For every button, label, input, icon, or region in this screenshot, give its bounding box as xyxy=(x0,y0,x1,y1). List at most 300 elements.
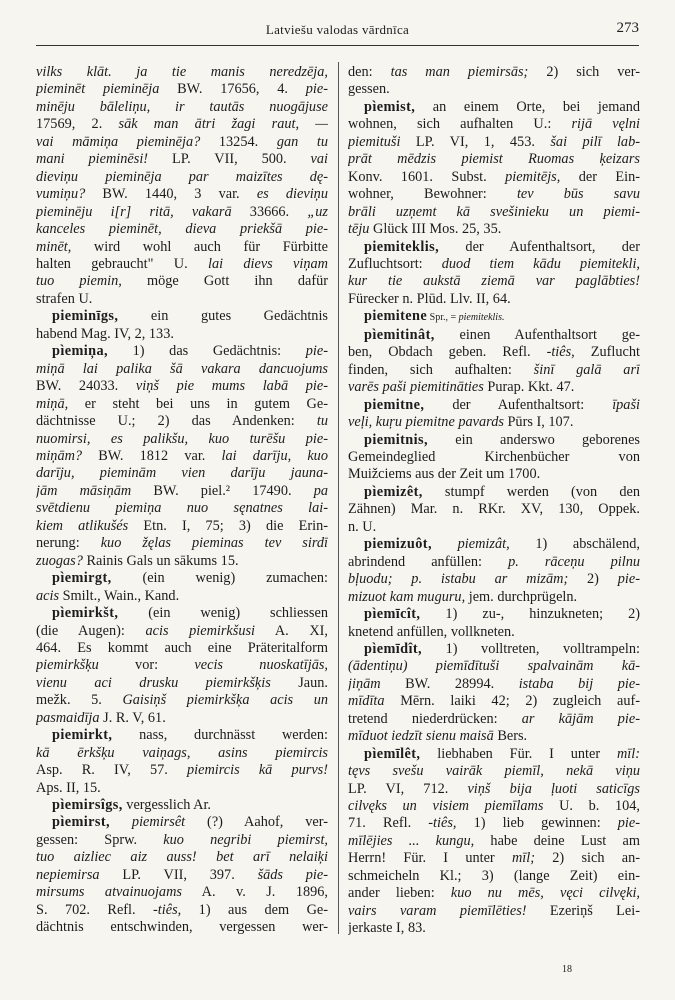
gloss-text: Ezeriņš Lei- xyxy=(526,902,640,919)
headword: piemitnis, xyxy=(364,431,428,448)
text-line xyxy=(348,484,640,501)
text-line xyxy=(36,221,328,238)
gloss-text: A. XI, xyxy=(255,622,328,639)
text-line xyxy=(36,849,328,866)
gloss-text: Purap. Kkt. 47. xyxy=(483,379,575,396)
example-text: miņā, xyxy=(36,395,69,412)
example-text: gan tu xyxy=(276,133,328,150)
headword: pìemirkšt, xyxy=(52,605,119,622)
gloss-text: BW. 1440, 3 var. xyxy=(85,186,257,203)
example-text: minēt, xyxy=(36,238,72,255)
example-text: Gaisiņš piemirkšķa acis un xyxy=(122,692,328,709)
gloss-text: strafen U. xyxy=(36,290,93,307)
example-text: mīduot iedzīt sienu maisā xyxy=(348,728,494,745)
gloss-text: Bers. xyxy=(493,728,528,745)
text-line xyxy=(36,361,328,378)
gloss-text: BW. 1812 var. xyxy=(82,447,222,464)
text-line xyxy=(36,500,328,517)
text-line xyxy=(348,169,640,186)
text-line xyxy=(36,116,328,133)
text-line xyxy=(348,186,640,203)
text-line xyxy=(36,448,328,465)
gloss-text: den: xyxy=(348,64,391,80)
text-line xyxy=(348,501,640,518)
example-text: vairs varam piemīlēties! xyxy=(348,902,527,919)
text-line xyxy=(36,99,328,116)
signature-mark: 18 xyxy=(562,964,572,975)
example-text: kanceles pieminēt, dieva priekšā pie- xyxy=(36,221,328,238)
gloss-text: an einem Orte, bei jemand xyxy=(415,98,640,115)
example-text: -tiês, xyxy=(153,901,182,918)
gloss-text: schmeicheln Kl.; 3) (lange Zeit) ein- xyxy=(348,867,640,884)
gloss-text: Pūrs I, 107. xyxy=(503,414,574,431)
gloss-text: dächtnisse U.; 2) das Andenken: xyxy=(36,413,317,430)
example-text: acis piemirkšusi xyxy=(145,622,256,639)
gloss-text: 464. Es kommt auch eine Präteritalform xyxy=(36,639,328,656)
text-line xyxy=(348,728,640,745)
example-text: šai pilī lab- xyxy=(550,133,640,150)
text-line xyxy=(348,641,640,658)
text-line xyxy=(348,798,640,815)
example-text: tēju xyxy=(348,221,370,238)
gloss-text: er steht bei uns in gutem Ge- xyxy=(68,395,328,412)
gloss-text: 1) lieb gewinnen: xyxy=(456,815,618,832)
headword: pìemizêt, xyxy=(364,483,423,500)
text-line xyxy=(348,344,640,361)
example-text: piemitējs, xyxy=(505,168,561,185)
example-text: „uz xyxy=(307,203,328,220)
example-text: mizuot kam muguru, xyxy=(348,588,466,605)
text-line xyxy=(348,624,640,641)
text-line xyxy=(348,606,640,623)
text-line xyxy=(36,256,328,273)
gloss-text: tretend niederdrücken: xyxy=(348,710,522,727)
example-text: miņām? xyxy=(36,447,83,464)
text-line xyxy=(348,308,640,326)
example-text: acis xyxy=(36,587,60,604)
example-text: kā ērkšķu vaiņags, asins piemircis xyxy=(36,744,328,761)
gloss-text xyxy=(110,814,132,830)
gloss-text: Rainis Gals un sākums 15. xyxy=(82,552,239,569)
example-text: tu xyxy=(316,413,328,430)
text-line xyxy=(36,657,328,674)
text-line xyxy=(36,535,328,552)
text-line xyxy=(348,868,640,885)
headword: pìemirst, xyxy=(52,814,110,831)
example-text: kuo žęlas pieminas tev sirdī xyxy=(100,535,328,552)
text-line xyxy=(348,589,640,606)
example-text: vienu aci drusku piemirkšķis xyxy=(36,674,271,691)
example-text: piemirkšķu xyxy=(36,657,99,674)
gloss-text: 2) xyxy=(568,571,618,588)
gloss-text: habend Mag. IV, 2, 133. xyxy=(36,325,174,342)
example-text: mani pieminēsi! xyxy=(36,151,149,168)
text-line xyxy=(36,483,328,500)
headword: pìemist, xyxy=(364,98,416,115)
text-line xyxy=(36,81,328,98)
text-line xyxy=(348,903,640,920)
note-text: piemiteklis. xyxy=(458,312,505,324)
text-line xyxy=(36,605,328,622)
example-text: piemirsêt xyxy=(131,814,186,831)
headword: pìemīcît, xyxy=(364,606,421,623)
example-text: minēju bāleliņu, ir tautās nuogājuse xyxy=(36,98,328,115)
text-line xyxy=(36,867,328,884)
gloss-text: ein gutes Gedächtnis xyxy=(118,308,328,325)
text-line xyxy=(348,432,640,449)
text-line xyxy=(36,326,328,343)
gloss-text: ben, Obdach geben. Refl. xyxy=(348,344,547,361)
text-line xyxy=(36,640,328,657)
example-text: p. rāceņu pilnu xyxy=(508,553,640,570)
text-line xyxy=(36,308,328,325)
example-text: ar kājām pie- xyxy=(521,710,640,727)
headword: pìemiņa, xyxy=(52,343,109,360)
headword: piemirkt, xyxy=(52,727,113,744)
gloss-text: S. 702. Refl. xyxy=(36,901,154,918)
gloss-text: ein anderswo geborenes xyxy=(427,431,640,448)
gloss-text: 1) zu-, hinzukneten; 2) xyxy=(420,606,640,623)
text-line xyxy=(348,466,640,483)
headword: pìemitinât, xyxy=(364,326,435,343)
gloss-text: Jaun. xyxy=(270,674,328,691)
gloss-text: finden, sich aufhalten: xyxy=(348,361,534,378)
text-line xyxy=(348,815,640,832)
gloss-text: LP. VII, 397. xyxy=(99,866,258,883)
text-line xyxy=(36,902,328,919)
gloss-text: U. b. 104, xyxy=(543,798,640,815)
example-text: šinī galā arī xyxy=(533,361,640,378)
example-text: tuo piemin, xyxy=(36,273,122,290)
example-text: kuo nu mēs, vęci cilvęki, xyxy=(450,885,640,902)
gloss-text: 33666. xyxy=(231,203,308,220)
text-line xyxy=(36,553,328,570)
text-line xyxy=(36,134,328,151)
example-text: sāk man ātri žagi raut, — xyxy=(118,116,328,133)
example-text: varēs paši piemitināties xyxy=(348,379,484,396)
example-text: pie- xyxy=(617,815,640,832)
gloss-text: (ein wenig) zumachen: xyxy=(111,570,328,587)
example-text: šāds pie- xyxy=(257,866,328,883)
text-line xyxy=(348,291,640,308)
text-line xyxy=(36,814,328,831)
text-line xyxy=(348,134,640,151)
example-text: piemituši xyxy=(348,133,401,150)
running-title: Latviešu valodas vārdnīca xyxy=(265,22,410,37)
gloss-text: 1) das Gedächtnis: xyxy=(108,343,306,360)
gloss-text: vor: xyxy=(98,657,195,674)
text-line xyxy=(348,536,640,553)
example-text: svētdienu piemiņa nuo sęnatnes lai- xyxy=(36,500,328,517)
text-line xyxy=(36,518,328,535)
example-text: pie- xyxy=(305,343,328,360)
text-line xyxy=(348,81,640,98)
text-line xyxy=(348,571,640,588)
example-text: pa xyxy=(313,482,328,499)
text-line xyxy=(348,273,640,290)
example-text: tuo aizliec aiz auss! bet arī nelaiķi xyxy=(36,849,328,866)
example-text: piemizât, xyxy=(457,536,510,553)
gloss-text: wohner, Bewohner: xyxy=(348,186,517,203)
gloss-text: A. v. J. 1896, xyxy=(181,884,328,901)
example-text: brāli uzņemt kā svešinieku un piemi- xyxy=(348,203,640,220)
text-line xyxy=(36,884,328,901)
example-text: kur tie aukstā ziemā var paglābties! xyxy=(348,273,640,290)
gloss-text: möge Gott ihn dafür xyxy=(121,273,328,290)
text-line xyxy=(36,465,328,482)
headword: pìemīdît, xyxy=(364,640,423,657)
text-line xyxy=(348,711,640,728)
gloss-text: LP. VI, 712. xyxy=(348,780,468,797)
headword: piemitne, xyxy=(364,396,425,413)
gloss-text: 1) aus dem Ge- xyxy=(181,901,328,918)
page-number: 273 xyxy=(616,20,639,36)
text-line xyxy=(348,449,640,466)
example-text: darīju, pieminām vien darīju jauna- xyxy=(36,465,328,482)
gloss-text: Fürecker n. Plūd. Llv. II, 64. xyxy=(348,290,511,307)
example-text: rijā vęlni xyxy=(571,116,640,133)
text-line xyxy=(348,379,640,396)
example-text: vecis nuoskatījās, xyxy=(194,657,328,674)
example-text: jām māsiņām xyxy=(36,482,132,499)
text-line xyxy=(348,221,640,238)
example-text: mīdīta xyxy=(348,693,385,710)
gloss-text: liebhaben Für. I unter xyxy=(420,745,617,762)
text-line xyxy=(348,204,640,221)
example-text: dieviņu pieminēja par maizītes dę- xyxy=(36,168,328,185)
gloss-text: der Aufenthaltsort: xyxy=(424,396,613,413)
gloss-text: Konv. 1601. Subst. xyxy=(348,168,506,185)
example-text: duod tiem kādu piemitekli, xyxy=(441,255,640,272)
text-line xyxy=(36,151,328,168)
example-text: vai xyxy=(310,151,328,168)
example-text: pieminēt pieminēja xyxy=(36,81,160,98)
text-line xyxy=(348,781,640,798)
text-line xyxy=(36,204,328,221)
headword: pieminīgs, xyxy=(52,308,119,325)
text-line xyxy=(348,920,640,937)
gloss-text: n. U. xyxy=(348,518,377,535)
example-text: (ādentiņu) piemīdītuši spalvainām kā- xyxy=(348,658,640,675)
text-line xyxy=(348,99,640,116)
example-text: lai dievs viņam xyxy=(207,255,328,272)
gloss-text: Herrn! Für. I unter xyxy=(348,850,512,867)
example-text: lai darīju, kuo xyxy=(221,447,328,464)
example-text: mīl; xyxy=(511,850,535,867)
text-line xyxy=(348,239,640,256)
text-line xyxy=(36,623,328,640)
column-divider xyxy=(338,62,339,934)
example-text: miņā lai palika šā vakara dancuojums xyxy=(36,360,328,377)
example-text: istaba bij pie- xyxy=(518,675,640,692)
example-text: mīlējies ... kungu, xyxy=(348,832,475,849)
text-line xyxy=(348,554,640,571)
gloss-text: Mērn. laiki 42; 2) zugleich auf- xyxy=(384,693,640,710)
gloss-text: mežk. 5. xyxy=(36,692,123,709)
text-line xyxy=(36,186,328,203)
example-text: vai māmiņa pieminēja? xyxy=(36,133,201,150)
text-line xyxy=(36,727,328,744)
example-text: kuo negribi piemirst, xyxy=(163,831,328,848)
example-text: mirsums atvainuojams xyxy=(36,884,182,901)
text-line xyxy=(36,64,328,81)
text-line xyxy=(348,64,640,81)
gloss-text: vergesslich Ar. xyxy=(122,797,212,814)
gloss-text: gessen. xyxy=(348,81,390,98)
text-line xyxy=(36,413,328,430)
text-line xyxy=(348,833,640,850)
headword: piemizuôt, xyxy=(364,536,432,553)
example-text: pie- xyxy=(305,81,328,98)
text-line xyxy=(36,762,328,779)
gloss-text: (?) Aahof, ver- xyxy=(185,814,328,831)
example-text: cilvęks un visiem piemīlams xyxy=(348,798,544,815)
text-line xyxy=(36,431,328,448)
gloss-text: einen Aufenthaltsort ge- xyxy=(434,326,640,343)
gloss-text: der Ein- xyxy=(560,168,640,185)
gloss-text: Glück III Mos. 25, 35. xyxy=(369,221,502,238)
example-text: īpaši xyxy=(612,396,640,413)
note-text: Spr., = xyxy=(427,312,459,324)
example-text: bļuodu; p. istabu ar mizām; xyxy=(348,571,569,588)
gloss-text: stumpf werden (von den xyxy=(422,483,640,500)
gloss-text: knetend anfüllen, vollkneten. xyxy=(348,623,515,640)
gloss-text: 71. Refl. xyxy=(348,815,429,832)
gloss-text: Etn. I, 75; 3) die Erin- xyxy=(128,517,328,534)
example-text: mīl: xyxy=(616,745,640,762)
text-line xyxy=(36,343,328,360)
gloss-text: Zuflucht xyxy=(574,344,640,361)
gloss-text: wird wohl auch für Fürbitte xyxy=(71,238,328,255)
example-text: veļi, kuŗu piemitne pavards xyxy=(348,414,504,431)
text-line xyxy=(36,588,328,605)
example-text: pasmaidīja xyxy=(36,709,100,726)
gloss-text: BW. 24033. xyxy=(36,378,136,395)
example-text: zuogas? xyxy=(36,552,83,569)
gloss-text xyxy=(432,536,458,552)
gloss-text: 1) volltreten, volltrampeln: xyxy=(422,640,640,657)
text-line xyxy=(36,745,328,762)
example-text: kiem atlikušés xyxy=(36,517,129,534)
gloss-text: LP. VII, 500. xyxy=(148,151,311,168)
gloss-text: der Aufenthaltsort, der xyxy=(439,238,640,255)
gloss-text: nerung: xyxy=(36,535,101,552)
text-line xyxy=(36,291,328,308)
gloss-text: Gemeindeglied Kirchenbücher von xyxy=(348,448,640,465)
text-line xyxy=(36,169,328,186)
text-line xyxy=(348,519,640,536)
example-text: es dieviņu xyxy=(256,186,328,203)
gloss-text: BW. piel.² 17490. xyxy=(131,482,314,499)
example-text: pieminēju i[r] ritā, vakarā xyxy=(36,203,232,220)
example-text: prāt mēdzis piemist Ruomas ķeizars xyxy=(348,151,640,168)
text-line xyxy=(348,327,640,344)
example-text: tev būs savu xyxy=(516,186,640,203)
text-line xyxy=(348,746,640,763)
text-line xyxy=(348,658,640,675)
gloss-text: 1) abschälend, xyxy=(509,536,640,553)
text-line xyxy=(348,397,640,414)
example-text: piemircis kā purvs! xyxy=(187,762,328,779)
text-line xyxy=(36,832,328,849)
right-column xyxy=(348,64,640,938)
gloss-text: Zähnen) Mar. n. RKr. XV, 130, Oppek. xyxy=(348,501,640,518)
headword: pìemirsîgs, xyxy=(52,797,123,814)
text-line xyxy=(348,116,640,133)
running-header xyxy=(36,18,639,42)
gloss-text: BW. 17656, 4. xyxy=(159,81,306,98)
header-rule xyxy=(36,45,639,46)
example-text: tas man piemirsās; xyxy=(390,64,529,80)
text-line xyxy=(36,675,328,692)
gloss-text: nass, durchnässt werden: xyxy=(112,727,328,744)
gloss-text: (die Augen): xyxy=(36,622,146,639)
text-line xyxy=(36,780,328,797)
text-line xyxy=(36,919,328,936)
gloss-text: Aps. II, 15. xyxy=(36,779,101,796)
gloss-text: jerkaste I, 83. xyxy=(348,920,426,937)
text-line xyxy=(36,797,328,814)
example-text: tęvs svešu vairāk piemīl, nekā viņu xyxy=(348,763,640,780)
text-line xyxy=(348,256,640,273)
text-line xyxy=(36,692,328,709)
gloss-text: 2) sich an- xyxy=(535,850,640,867)
text-line xyxy=(36,396,328,413)
headword: piemiteklis, xyxy=(364,238,440,255)
headword: pìemirgt, xyxy=(52,570,112,587)
gloss-text: dächtnis entschwinden, vergessen wer- xyxy=(36,919,328,936)
gloss-text: LP. VI, 1, 453. xyxy=(400,133,551,150)
text-line xyxy=(348,763,640,780)
gloss-text: 2) sich ver- xyxy=(528,64,640,80)
gloss-text: (ein wenig) schliessen xyxy=(118,605,328,622)
gloss-text: halten gebraucht" U. xyxy=(36,255,208,272)
gloss-text: gessen: Sprw. xyxy=(36,831,164,848)
gloss-text: Smilt., Wain., Kand. xyxy=(59,587,180,604)
example-text: nuomirsi, es palikšu, kuo turēšu pie- xyxy=(36,430,328,447)
example-text: jiņām xyxy=(348,675,381,692)
gloss-text: ander lieben: xyxy=(348,885,451,902)
gloss-text: jem. durchprügeln. xyxy=(465,588,578,605)
text-line xyxy=(348,676,640,693)
example-text: vumiņu? xyxy=(36,186,86,203)
gloss-text: BW. 28994. xyxy=(380,675,519,692)
gloss-text: 17569, 2. xyxy=(36,116,119,133)
headword: pìemīlêt, xyxy=(364,745,421,762)
gloss-text: Zufluchtsort: xyxy=(348,255,442,272)
text-line xyxy=(36,378,328,395)
text-line xyxy=(348,151,640,168)
example-text: -tiês, xyxy=(546,344,575,361)
gloss-text: 13254. xyxy=(200,133,277,150)
example-text: viņš bija ļuoti saticīgs xyxy=(467,780,640,797)
example-text: nepiemirsa xyxy=(36,866,100,883)
example-text: viņš pie mums labā pie- xyxy=(135,378,328,395)
gloss-text: abrindend anfüllen: xyxy=(348,553,509,570)
gloss-text: habe deine Lust am xyxy=(474,832,640,849)
example-text: pie- xyxy=(617,571,640,588)
left-column xyxy=(36,64,328,937)
text-line xyxy=(36,570,328,587)
text-line xyxy=(348,414,640,431)
example-text: vilks klāt. ja tie manis neredzēja, xyxy=(36,64,328,80)
text-line xyxy=(348,362,640,379)
gloss-text: wohnen, sich aufhalten U.: xyxy=(348,116,572,133)
text-line xyxy=(36,239,328,256)
gloss-text: Asp. R. IV, 57. xyxy=(36,762,187,779)
gloss-text: Muižciems aus der Zeit um 1700. xyxy=(348,466,541,483)
text-line xyxy=(36,273,328,290)
